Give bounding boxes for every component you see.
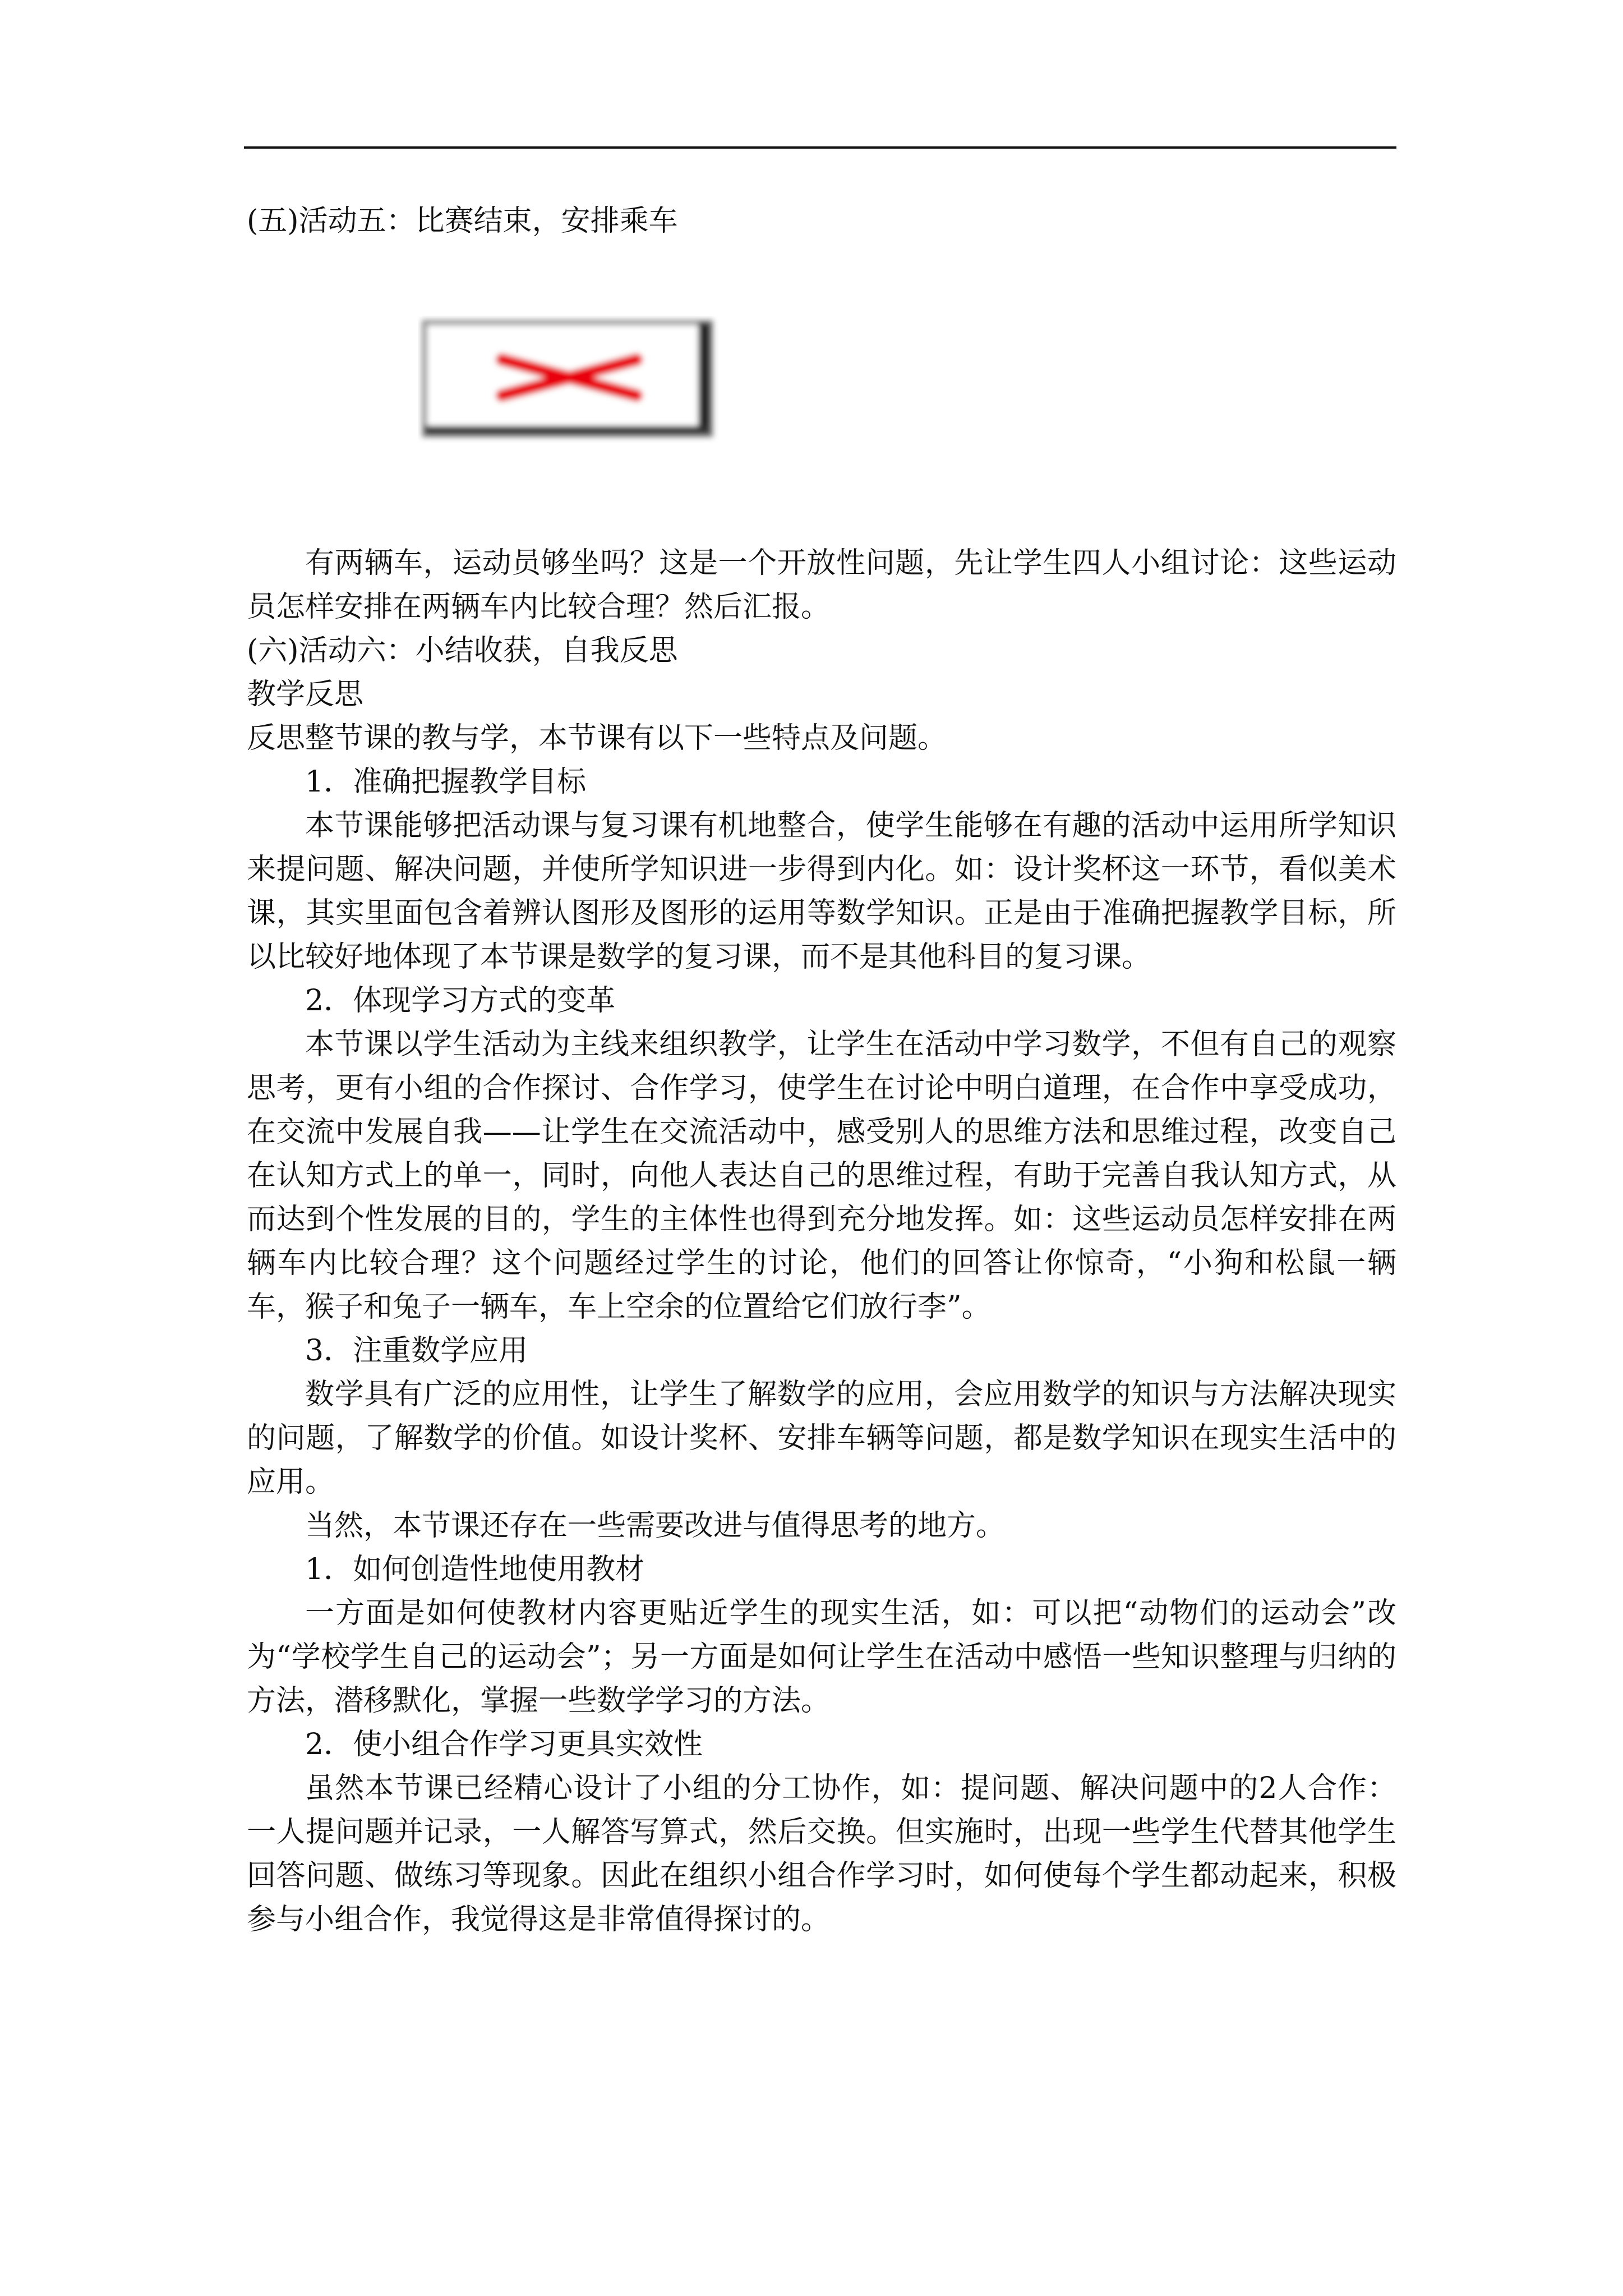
heading-point-2: 2．体现学习方式的变革	[305, 984, 616, 1018]
section-heading-activity5	[247, 199, 1396, 243]
section-title: (五)活动五：比赛结束，安排乘车	[247, 204, 678, 238]
paragraph-issue-1: 一方面是如何使教材内容更贴近学生的现实生活，如：可以把“动物们的运动会”改为“学校学生自己的运动会”；另一方面是如何让学生在活动中感悟一些知识整理与归纳的方法，潜移默化，掌握一些数学学习的方法。	[247, 1596, 1396, 1718]
paragraph-point-2: 本节课以学生活动为主线来组织教学，让学生在活动中学习数学，不但有自己的观察思考，更有小组的合作探讨、合作学习，使学生在讨论中明白道理，在合作中享受成功，在交流中发展自我——让学生在交流活动中，感受别人的思维方法和思维过程，改变自己在认知方式上的单一，同时，向他人表达自己的思维过程，有助于完善自我认知方式，从而达到个性发展的目的，学生的主体性也得到充分地发挥。如：这些运动员怎样安排在两辆车内比较合理？这个问题经过学生的讨论，他们的回答让你惊奇，“小狗和松鼠一辆车，猴子和兔子一辆车，车上空余的位置给它们放行李”。	[247, 1028, 1396, 1324]
paragraph-point-1: 本节课能够把活动课与复习课有机地整合，使学生能够在有趣的活动中运用所学知识来提问题、解决问题，并使所学知识进一步得到内化。如：设计奖杯这一环节，看似美术课，其实里面包含着辨认图形及图形的运用等数学知识。正是由于准确把握教学目标，所以比较好地体现了本节课是数学的复习课，而不是其他科目的复习课。	[247, 809, 1396, 974]
paragraph-however: 当然，本节课还存在一些需要改进与值得思考的地方。	[305, 1509, 1006, 1543]
heading-reflection: 教学反思	[247, 678, 364, 711]
paragraph-issue-2: 虽然本节课已经精心设计了小组的分工协作，如：提问题、解决问题中的2人合作：一人提问题并记录，一人解答写算式，然后交换。但实施时，出现一些学生代替其他学生回答问题、做练习等现象。因此在组织小组合作学习时，如何使每个学生都动起来，积极参与小组合作，我觉得这是非常值得探讨的。	[247, 1772, 1396, 1936]
paragraph-intro: 反思整节课的教与学，本节课有以下一些特点及问题。	[247, 721, 947, 755]
paragraph-point-3: 数学具有广泛的应用性，让学生了解数学的应用，会应用数学的知识与方法解决现实的问题，了解数学的价值。如设计奖杯、安排车辆等问题，都是数学知识在现实生活中的应用。	[247, 1378, 1396, 1499]
paragraph-cars: 有两辆车，运动员够坐吗？这是一个开放性问题，先让学生四人小组讨论：这些运动员怎样安排在两辆车内比较合理？然后汇报。	[247, 546, 1396, 624]
heading-point-3: 3．注重数学应用	[305, 1334, 528, 1368]
heading-activity6: (六)活动六：小结收获，自我反思	[247, 634, 678, 668]
header-rule	[244, 146, 1396, 149]
heading-point-1: 1．准确把握教学目标	[305, 765, 587, 799]
heading-issue-2: 2．使小组合作学习更具实效性	[305, 1728, 703, 1761]
heading-issue-1: 1．如何创造性地使用教材	[305, 1553, 645, 1586]
document-body	[247, 541, 1396, 1941]
broken-image-icon	[418, 316, 720, 443]
